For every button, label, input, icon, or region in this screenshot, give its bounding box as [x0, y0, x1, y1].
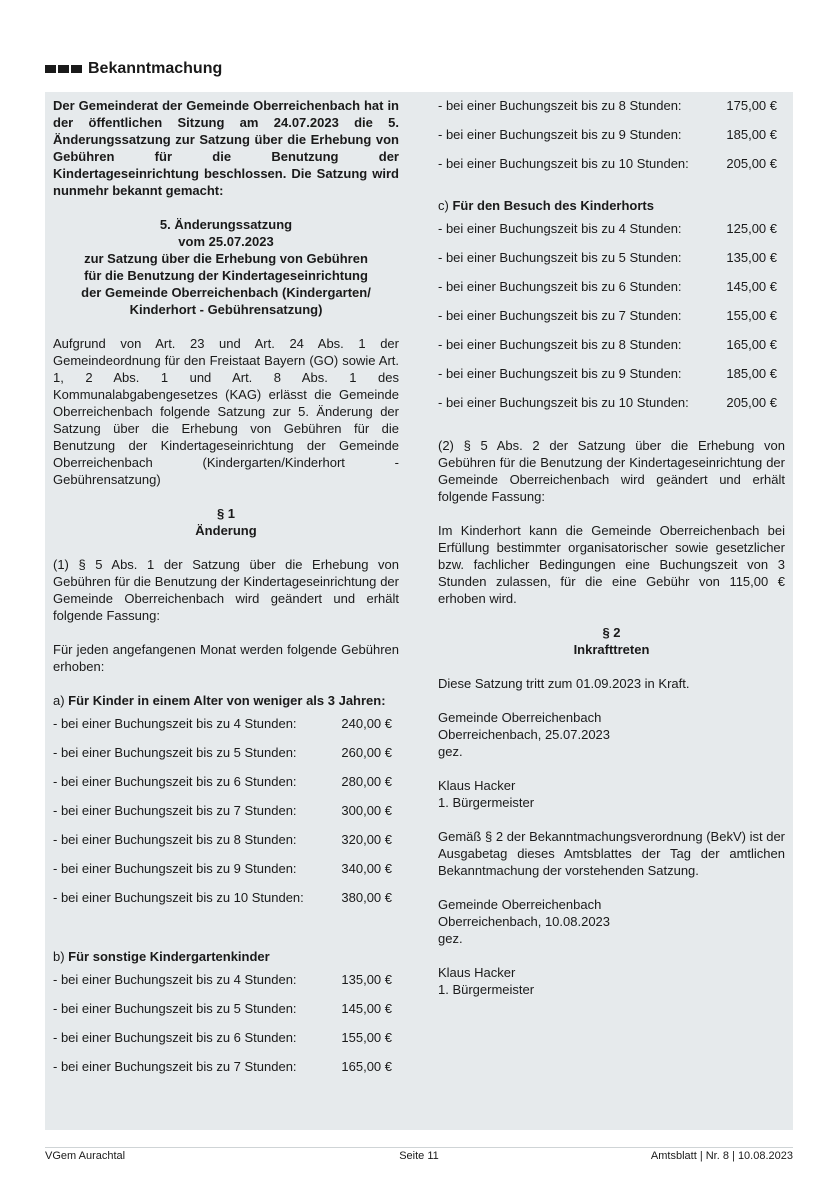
fee-label: - bei einer Buchungszeit bis zu 10 Stunden:	[438, 395, 689, 410]
fee-amount: 185,00 €	[726, 127, 777, 142]
fee-label: - bei einer Buchungszeit bis zu 7 Stunden:	[53, 1059, 297, 1074]
signature-place-date: Oberreichenbach, 10.08.2023	[438, 914, 611, 929]
fee-amount: 205,00 €	[726, 156, 777, 171]
fee-row	[438, 155, 777, 172]
fee-row	[438, 336, 777, 353]
fee-row	[438, 220, 777, 237]
fee-amount: 165,00 €	[726, 337, 777, 352]
fee-label: - bei einer Buchungszeit bis zu 9 Stunden:	[438, 127, 682, 142]
fee-label: - bei einer Buchungszeit bis zu 7 Stunden:	[438, 308, 682, 323]
fee-label: - bei einer Buchungszeit bis zu 10 Stunden:	[53, 890, 304, 905]
fee-row	[53, 831, 392, 848]
fee-amount: 125,00 €	[726, 221, 777, 236]
subsection-prefix: a)	[53, 693, 69, 708]
announcement-box	[45, 92, 793, 1130]
fee-row	[438, 307, 777, 324]
fee-label: - bei einer Buchungszeit bis zu 8 Stunden:	[438, 337, 682, 352]
fee-label: - bei einer Buchungszeit bis zu 5 Stunden:	[438, 250, 682, 265]
fee-label: - bei einer Buchungszeit bis zu 10 Stunden:	[438, 156, 689, 171]
fee-label: - bei einer Buchungszeit bis zu 8 Stunden:	[438, 98, 682, 113]
fee-row	[53, 744, 392, 761]
fee-row	[53, 1058, 392, 1075]
fee-row	[53, 1029, 392, 1046]
signatory-name: Klaus Hacker	[438, 778, 516, 793]
fee-row	[438, 394, 777, 411]
fee-label: - bei einer Buchungszeit bis zu 5 Stunden:	[53, 745, 297, 760]
bekv-paragraph: Gemäß § 2 der Bekanntmachungsverordnung (BekV) ist der Ausgabetag dieses Amtsblattes der Tag der amtlichen Bekanntmachung der vorstehenden Satzung.	[438, 829, 785, 878]
fee-amount: 300,00 €	[341, 803, 392, 818]
fee-amount: 205,00 €	[726, 395, 777, 410]
fee-row	[53, 715, 392, 732]
fee-label: - bei einer Buchungszeit bis zu 8 Stunden:	[53, 832, 297, 847]
section-1-heading	[53, 505, 399, 539]
statute-title-line: 5. Änderungssatzung	[159, 217, 293, 232]
subsection-c-heading	[438, 197, 785, 214]
fee-amount: 145,00 €	[341, 1001, 392, 1016]
fee-amount: 135,00 €	[726, 250, 777, 265]
fee-label: - bei einer Buchungszeit bis zu 5 Stunden:	[53, 1001, 297, 1016]
fee-list-b-continued	[438, 97, 785, 172]
fee-row	[53, 860, 392, 877]
fee-label: - bei einer Buchungszeit bis zu 4 Stunden:	[53, 972, 297, 987]
fee-list-a	[53, 715, 399, 906]
subsection-title: Für sonstige Kindergartenkinder	[68, 949, 270, 964]
signature-municipality: Gemeinde Oberreichenbach	[438, 897, 602, 912]
fee-amount: 155,00 €	[726, 308, 777, 323]
section-number: § 1	[216, 506, 236, 521]
fee-label: - bei einer Buchungszeit bis zu 4 Stunden:	[53, 716, 297, 731]
fee-row	[53, 773, 392, 790]
signature-gez: gez.	[438, 931, 463, 946]
subsection-b-heading	[53, 948, 399, 965]
fee-amount: 145,00 €	[726, 279, 777, 294]
section-title: Bekanntmachung	[88, 60, 223, 77]
signature-block-2	[438, 896, 785, 947]
fee-amount: 175,00 €	[726, 98, 777, 113]
fee-row	[53, 971, 392, 988]
effective-date-text: Diese Satzung tritt zum 01.09.2023 in Kraft.	[438, 676, 690, 691]
left-column	[53, 97, 399, 1087]
signature-gez: gez.	[438, 744, 463, 759]
statute-title	[53, 216, 399, 318]
statute-title-line: für die Benutzung der Kindertageseinrichtung	[84, 268, 368, 283]
footer-publisher: VGem Aurachtal	[45, 1150, 126, 1162]
fee-amount: 185,00 €	[726, 366, 777, 381]
fee-label: - bei einer Buchungszeit bis zu 7 Stunden:	[53, 803, 297, 818]
footer-page-number: Seite 11	[399, 1150, 439, 1162]
fee-amount: 380,00 €	[341, 890, 392, 905]
footer-divider	[45, 1147, 793, 1148]
statute-title-line: der Gemeinde Oberreichenbach (Kindergarten/	[81, 285, 371, 300]
fee-row	[438, 97, 777, 114]
section-header	[45, 58, 222, 80]
intro-paragraph: Der Gemeinderat der Gemeinde Oberreichenbach hat in der öffentlichen Sitzung am 24.07.2023 die 5. Änderungssatzung zur Satzung über die Erhebung von Gebühren für die Benutzung der Kindertageseinrichtung beschlossen. Die Satzung wird nunmehr bekannt gemacht:	[53, 98, 399, 198]
section-2-heading	[438, 624, 785, 658]
fee-label: - bei einer Buchungszeit bis zu 9 Stunden:	[53, 861, 297, 876]
preamble-paragraph: Aufgrund von Art. 23 und Art. 24 Abs. 1 der Gemeindeordnung für den Freistaat Bayern (GO) sowie Art. 1, 2 Abs. 1 und Art. 8 Abs. 1 des Kommunalabgabengesetzes (KAG) erlässt die Gemeinde Oberreichenbach folgende Satzung zur 5. Änderung der Satzung über die Erhebung von Gebühren für die Benutzung der Kindertageseinrichtung der Gemeinde Oberreichenbach (Kindergarten/Kinderhort - Gebührensatzung)	[53, 336, 399, 487]
paragraph-2: (2) § 5 Abs. 2 der Satzung über die Erhebung von Gebühren für die Benutzung der Kindertageseinrichtung der Gemeinde Oberreichenbach wird geändert und erhält folgende Fassung:	[438, 438, 785, 504]
signatory-1	[438, 777, 785, 811]
section-heading-title: Änderung	[195, 523, 257, 538]
statute-title-line: zur Satzung über die Erhebung von Gebühren	[84, 251, 368, 266]
fee-row	[438, 278, 777, 295]
signatory-name: Klaus Hacker	[438, 965, 516, 980]
subsection-a-heading	[53, 692, 399, 709]
fee-amount: 135,00 €	[341, 972, 392, 987]
fee-amount: 280,00 €	[341, 774, 392, 789]
statute-title-line: vom 25.07.2023	[178, 234, 274, 249]
paragraph-1: (1) § 5 Abs. 1 der Satzung über die Erhebung von Gebühren für die Benutzung der Kindertageseinrichtung der Gemeinde Oberreichenbach wird geändert und erhält folgende Fassung:	[53, 557, 399, 623]
fee-label: - bei einer Buchungszeit bis zu 6 Stunden:	[53, 774, 297, 789]
fee-amount: 165,00 €	[341, 1059, 392, 1074]
section-number: § 2	[602, 625, 621, 640]
subsection-title: Für Kinder in einem Alter von weniger als 3 Jahren:	[68, 693, 386, 708]
fee-row	[438, 249, 777, 266]
right-column	[438, 97, 785, 998]
signature-block-1	[438, 709, 785, 760]
square-bullets-icon	[45, 65, 82, 73]
subsection-title: Für den Besuch des Kinderhorts	[452, 198, 654, 213]
fee-amount: 340,00 €	[341, 861, 392, 876]
fee-label: - bei einer Buchungszeit bis zu 6 Stunden:	[53, 1030, 297, 1045]
fee-label: - bei einer Buchungszeit bis zu 4 Stunden:	[438, 221, 682, 236]
fee-list-b	[53, 971, 399, 1075]
subsection-prefix: b)	[53, 949, 69, 964]
fee-label: - bei einer Buchungszeit bis zu 6 Stunden:	[438, 279, 682, 294]
fee-amount: 240,00 €	[341, 716, 392, 731]
signatory-role: 1. Bürgermeister	[438, 982, 535, 997]
signature-place-date: Oberreichenbach, 25.07.2023	[438, 727, 611, 742]
monthly-fee-paragraph: Für jeden angefangenen Monat werden folgende Gebühren erhoben:	[53, 642, 399, 674]
section-heading-title: Inkrafttreten	[573, 642, 650, 657]
subsection-prefix: c)	[438, 198, 453, 213]
fee-row	[53, 889, 392, 906]
fee-amount: 260,00 €	[341, 745, 392, 760]
fee-amount: 155,00 €	[341, 1030, 392, 1045]
signature-municipality: Gemeinde Oberreichenbach	[438, 710, 602, 725]
fee-row	[438, 126, 777, 143]
signatory-2	[438, 964, 785, 998]
statute-title-line: Kinderhort - Gebührensatzung)	[129, 302, 323, 317]
fee-label: - bei einer Buchungszeit bis zu 9 Stunden:	[438, 366, 682, 381]
fee-row	[438, 365, 777, 382]
fee-amount: 320,00 €	[341, 832, 392, 847]
kinderhort-paragraph: Im Kinderhort kann die Gemeinde Oberreichenbach bei Erfüllung bestimmter organisatorischer sowie gesetzlicher bzw. fachlicher Bedingungen eine Buchungszeit von 3 Stunden zulassen, für die eine Gebühr von 115,00 € erhoben wird.	[438, 523, 785, 606]
fee-row	[53, 1000, 392, 1017]
fee-row	[53, 802, 392, 819]
footer-issue: Amtsblatt | Nr. 8 | 10.08.2023	[650, 1150, 793, 1162]
fee-list-c	[438, 220, 785, 411]
signatory-role: 1. Bürgermeister	[438, 795, 535, 810]
